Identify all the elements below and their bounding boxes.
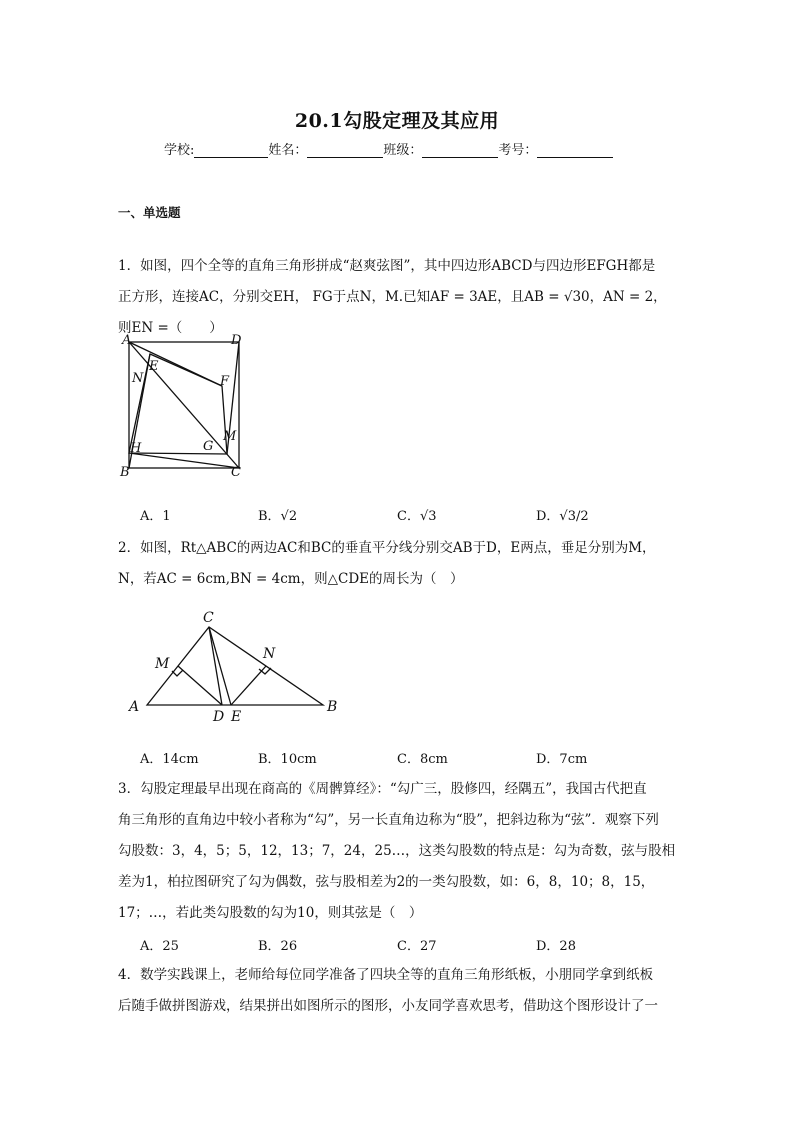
question-line: 4．数学实践课上，老师给每位同学准备了四块全等的直角三角形纸板，小朋同学拿到纸板 [118, 967, 654, 983]
question-3-text [118, 774, 678, 929]
option-c[interactable]: C．√3 [397, 509, 437, 524]
option-d[interactable]: D．7cm [536, 752, 588, 767]
question-line: 角三角形的直角边中较小者称为“勾”，另一长直角边称为“股”，把斜边称为“弦”．观察下列 [118, 812, 659, 828]
label-g: G [203, 439, 214, 454]
label-d: D [213, 709, 225, 725]
option-b[interactable]: B．√2 [258, 509, 298, 524]
question-1-options [140, 505, 660, 525]
question-4-text [118, 960, 678, 1022]
option-c[interactable]: C．27 [397, 939, 437, 954]
question-2-figure [125, 605, 350, 727]
option-c[interactable]: C．8cm [397, 752, 448, 767]
question-line: 1．如图，四个全等的直角三角形拼成“赵爽弦图”，其中四边形ABCD与四边形EFGH都是 [118, 258, 656, 274]
label-a: A [129, 699, 140, 715]
school-blank[interactable] [194, 143, 268, 158]
question-3-options [140, 935, 660, 955]
question-line: 2．如图，Rt△ABC的两边AC和BC的垂直平分线分别交AB于D，E两点，垂足分别为M， [118, 540, 656, 556]
question-line: 后随手做拼图游戏，结果拼出如图所示的图形，小友同学喜欢思考，借助这个图形设计了一 [118, 998, 658, 1014]
perpendicular-md [178, 666, 222, 705]
option-d[interactable]: D．28 [536, 939, 576, 954]
label-c: C [203, 610, 214, 626]
label-n: N [263, 646, 276, 662]
diagonal-ac [129, 342, 239, 468]
name-blank[interactable] [307, 143, 383, 158]
perpendicular-ne [231, 666, 266, 705]
question-line: 3．勾股定理最早出现在商高的《周髀算经》：“勾广三，股修四，经隅五”，我国古代把直 [118, 781, 647, 797]
question-line: 正方形，连接AC，分别交EH， FG于点N，M.已知AF = 3AE，且AB = √30，AN = 2， [118, 289, 667, 305]
section-title: 一、单选题 [118, 205, 181, 220]
label-b: B [120, 465, 130, 480]
option-b[interactable]: B．26 [258, 939, 298, 954]
option-d[interactable]: D．√3/2 [536, 509, 589, 524]
label-f: F [220, 374, 230, 389]
question-line: N，若AC = 6cm,BN = 4cm，则△CDE的周长为（ ） [118, 571, 464, 587]
option-a[interactable]: A．14cm [140, 752, 199, 767]
school-label: 学校: [164, 143, 195, 158]
option-a[interactable]: A．25 [140, 939, 179, 954]
label-h: H [130, 441, 142, 456]
page-title: 20.1勾股定理及其应用 [294, 110, 500, 132]
question-line: 差为1，柏拉图研究了勾为偶数，弦与股相差为2的一类勾股数，如：6，8，10；8，15， [118, 874, 655, 890]
name-label: 姓名： [268, 143, 308, 158]
question-1-figure [112, 330, 252, 480]
question-line: 则EN =（ ） [118, 320, 223, 336]
label-a: A [122, 333, 132, 348]
label-m: M [223, 429, 237, 444]
question-line: 17；…，若此类勾股数的勾为10，则其弦是（ ） [118, 905, 423, 921]
option-b[interactable]: B．10cm [258, 752, 317, 767]
option-a[interactable]: A．1 [140, 509, 171, 524]
student-info-line [164, 139, 613, 158]
question-2-options [140, 748, 660, 768]
label-c: C [231, 465, 241, 480]
right-angle-n [259, 668, 271, 674]
segment-ch [129, 453, 239, 468]
question-2-text [118, 533, 678, 595]
number-blank[interactable] [537, 143, 613, 158]
label-d: D [231, 333, 242, 348]
class-label: 班级： [383, 143, 423, 158]
triangle-abc [147, 627, 323, 705]
label-e: E [231, 709, 242, 725]
question-line: 勾股数：3，4，5；5，12，13；7，24，25…，这类勾股数的特点是：勾为奇数，弦与股相 [118, 843, 676, 859]
label-m: M [155, 656, 170, 672]
number-label: 考号： [498, 143, 538, 158]
label-n: N [132, 371, 144, 386]
class-blank[interactable] [422, 143, 498, 158]
label-e: E [149, 359, 159, 374]
label-b: B [327, 699, 338, 715]
